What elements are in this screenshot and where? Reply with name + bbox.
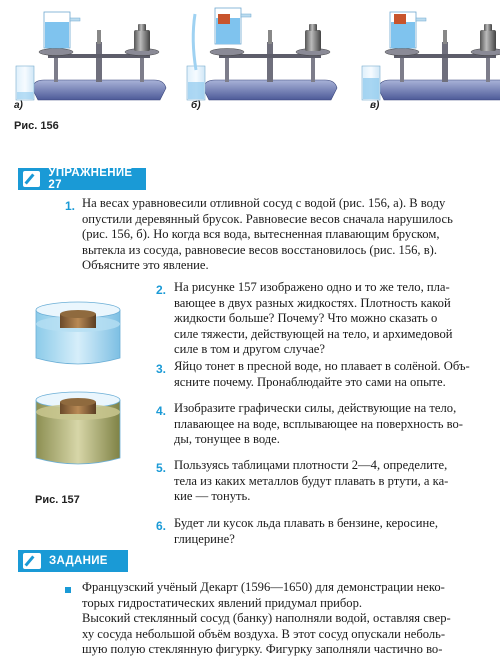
figure-156-caption: Рис. 156 — [14, 120, 59, 132]
figure-156-label-b: б) — [191, 100, 201, 111]
exercise-item-3-text: Яйцо тонет в пресной воде, но плавает в солёной. Объ- ясните почему. Пронаблюдайте это сами на опыте. — [174, 359, 470, 389]
exercise-item-3-number: 3. — [156, 362, 167, 376]
exercise-item-5-text: Пользуясь таблицами плотности 2—4, определите, тела из каких металлов будут плавать в ртути, а ка- кие — тонуть. — [174, 458, 449, 504]
exercise-item-2-number: 2. — [156, 283, 167, 297]
exercise-item-1-number: 1. — [65, 199, 76, 213]
exercise-item-5-number: 5. — [156, 461, 167, 475]
exercise-item-6-text: Будет ли кусок льда плавать в бензине, керосине, глицерине? — [174, 516, 438, 546]
exercise-item-4-number: 4. — [156, 404, 167, 418]
figure-157-illustration — [30, 290, 130, 480]
task-icon — [23, 553, 41, 569]
task-header — [18, 550, 128, 572]
task-header-title: ЗАДАНИЕ — [49, 555, 108, 567]
pencil-icon — [23, 171, 40, 187]
task-text: Французский учёный Декарт (1596—1650) для демонстрации неко- торых гидростатических явлений придумал прибор. Высокий стеклянный сосуд (банку) наполняли водой, оставляя свер- ху сосуда небольшой объём воздуха. В этот сосуд опускали неболь- шую полую стеклянную фигурку. Фигурку заполняли частично во- — [82, 580, 451, 657]
exercise-header — [18, 168, 146, 190]
figure-156-label-a: а) — [14, 100, 23, 111]
exercise-item-6-number: 6. — [156, 519, 167, 533]
exercise-item-2-text: На рисунке 157 изображено одно и то же тело, пла- вающее в двух разных жидкостях. Плотность какой жидкости больше? Почему? Что можно сказать о силе тяжести, действующей на тело, и архимедовой силе в том и другом случае? — [174, 280, 453, 357]
exercise-header-title: УПРАЖНЕНИЕ 27 — [48, 167, 133, 191]
figure-157-caption: Рис. 157 — [35, 494, 80, 506]
exercise-item-1-text: На весах уравновесили отливной сосуд с водой (рис. 156, а). В воду опустили деревянный брусок. Равновесие весов сначала нарушилось (рис. 156, б). Но когда вся вода, вытесненная плавающим бруском, вытекла из сосуда, равновесие весов восстановилось (рис. 156, в). Объясните это явление. — [82, 196, 453, 273]
task-bullet — [65, 587, 71, 593]
figure-156-label-c: в) — [370, 100, 380, 111]
figure-156-illustration — [0, 0, 500, 125]
exercise-item-4-text: Изобразите графически силы, действующие на тело, плавающее на воде, всплывающее на поверхность во- ды, тонущее в воде. — [174, 401, 463, 447]
